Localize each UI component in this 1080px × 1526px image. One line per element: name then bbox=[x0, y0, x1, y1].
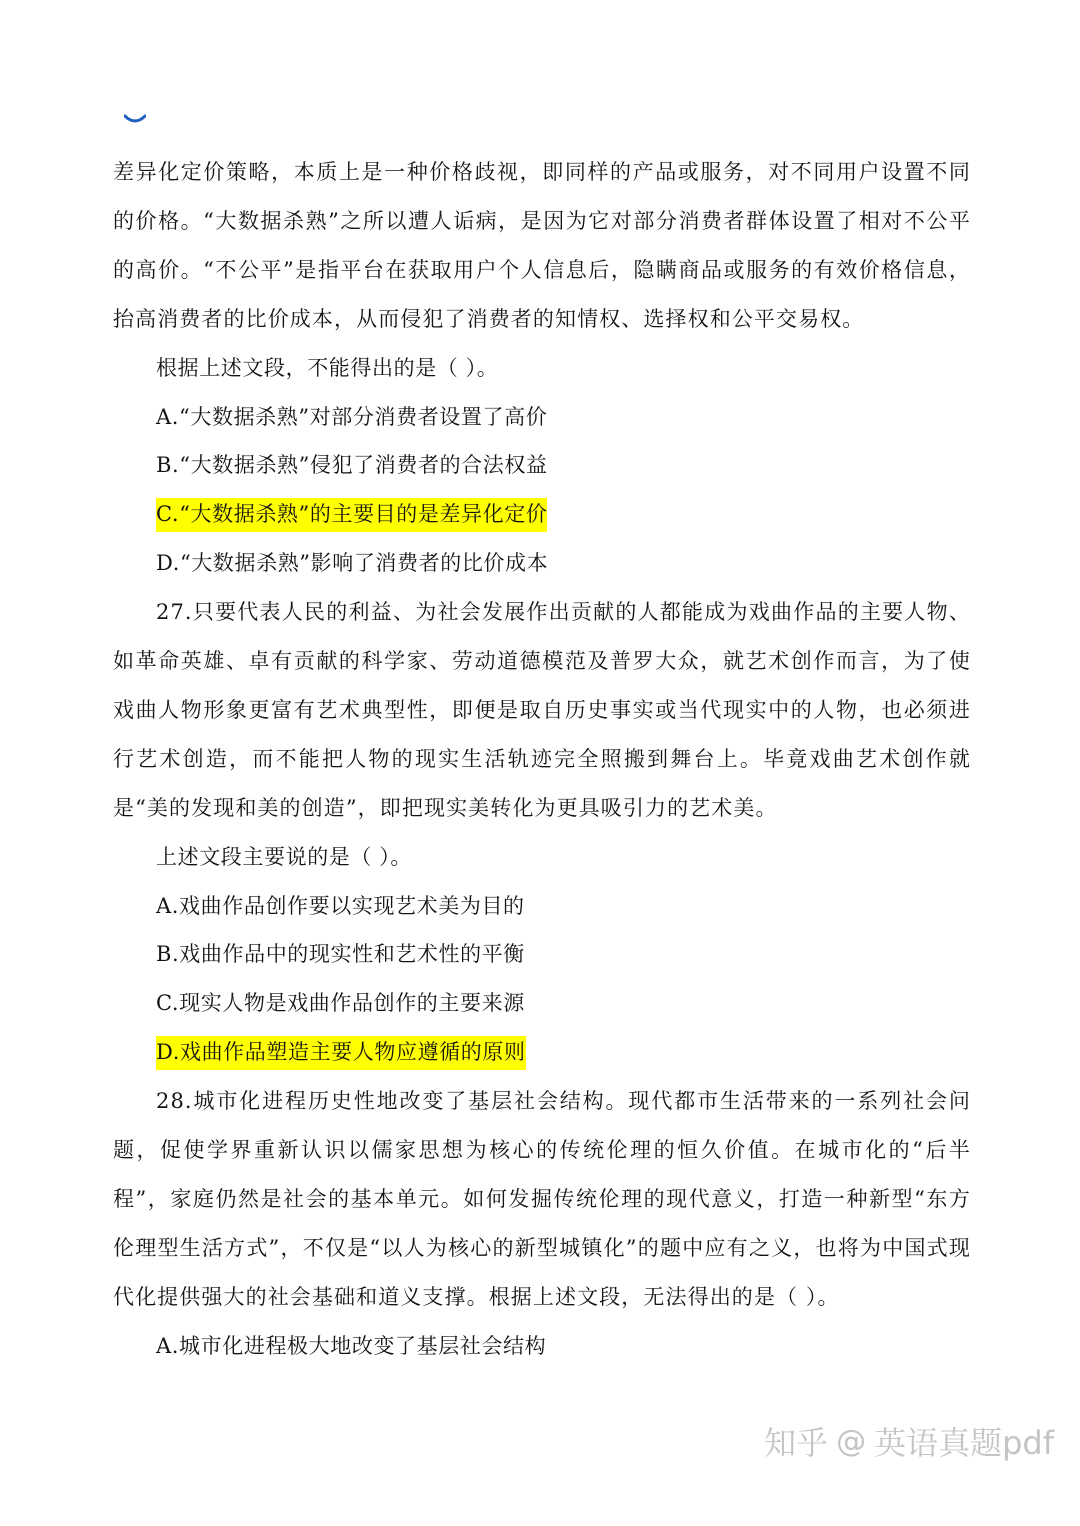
question-27-prompt: 上述文段主要说的是（ ）。 bbox=[156, 844, 412, 869]
option-26-c-highlighted: C.“大数据杀熟”的主要目的是差异化定价 bbox=[156, 498, 547, 532]
passage-27: 27.只要代表人民的利益、为社会发展作出贡献的人都能成为戏曲作品的主要人物、如革命英雄、卓有贡献的科学家、劳动道德模范及普罗大众，就艺术创作而言，为了使戏曲人物形象更富有艺术典型性，即便是取自历史事实或当代现实中的人物，也必须进行艺术创造，而不能把人物的现实生活轨迹完全照搬到舞台上。毕竟戏曲艺术创作就是“美的发现和美的创造”，即把现实美转化为更具吸引力的艺术美。 bbox=[113, 600, 971, 820]
watermark-author: 英语真题pdf bbox=[874, 1424, 1054, 1462]
watermark-site: 知乎 bbox=[764, 1424, 829, 1462]
option-27-d-highlighted: D.戏曲作品塑造主要人物应遵循的原则 bbox=[156, 1036, 526, 1070]
document-body bbox=[113, 148, 971, 1370]
watermark-at: @ bbox=[836, 1423, 867, 1459]
option-28-a: A.城市化进程极大地改变了基层社会结构 bbox=[156, 1333, 547, 1358]
question-26-prompt: 根据上述文段，不能得出的是（ ）。 bbox=[156, 355, 499, 380]
option-26-a: A.“大数据杀熟”对部分消费者设置了高价 bbox=[156, 404, 548, 429]
passage-26: 差异化定价策略，本质上是一种价格歧视，即同样的产品或服务，对不同用户设置不同的价格。“大数据杀熟”之所以遭人诟病，是因为它对部分消费者群体设置了相对不公平的高价。“不公平”是指平台在获取用户个人信息后，隐瞒商品或服务的有效价格信息，抬高消费者的比价成本，从而侵犯了消费者的知情权、选择权和公平交易权。 bbox=[113, 160, 971, 331]
option-27-a: A.戏曲作品创作要以实现艺术美为目的 bbox=[156, 893, 525, 918]
zhihu-watermark bbox=[764, 1418, 1054, 1464]
option-27-b: B.戏曲作品中的现实性和艺术性的平衡 bbox=[156, 942, 525, 967]
passage-28: 28.城市化进程历史性地改变了基层社会结构。现代都市生活带来的一系列社会问题，促使学界重新认识以儒家思想为核心的传统伦理的恒久价值。在城市化的“后半程”，家庭仍然是社会的基本单元。如何发掘传统伦理的现代意义，打造一种新型“东方伦理型生活方式”，不仅是“以人为核心的新型城镇化”的题中应有之义，也将为中国式现代化提供强大的社会基础和道义支撑。根据上述文段，无法得出的是（ ）。 bbox=[113, 1089, 971, 1309]
option-26-b: B.“大数据杀熟”侵犯了消费者的合法权益 bbox=[156, 453, 548, 478]
option-26-c-row bbox=[113, 490, 971, 539]
option-26-d: D.“大数据杀熟”影响了消费者的比价成本 bbox=[156, 551, 549, 576]
option-27-d-row bbox=[113, 1028, 971, 1077]
option-27-c: C.现实人物是戏曲作品创作的主要来源 bbox=[156, 991, 525, 1016]
logo-icon bbox=[124, 114, 146, 128]
